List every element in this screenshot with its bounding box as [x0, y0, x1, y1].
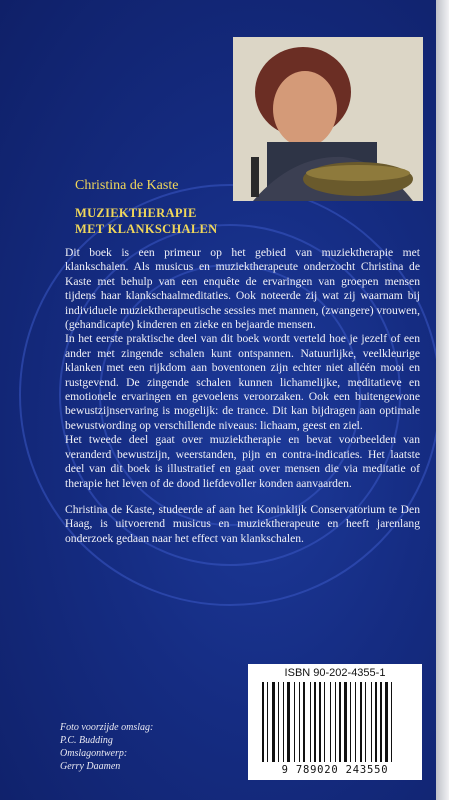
blurb-paragraph: In het eerste praktische deel van dit boek wordt verteld hoe je jezelf of een ander met zingende schalen kunt ontspannen. Natuurlijke, veelkleurige klanken met een rijkdom aan boventonen zijn echter niet alléén mooi en rustgevend. De zingende schalen kunnen lichamelijke, meditatieve en emotionele ervaringen en gevoelens veroorzaken. Ook een buitengewone bewustzijnservaring is mogelijk: de trance. Dit kan bijdragen aan optimale bewustwording op verschillende niveaus: lichaam, geest en ziel.	[65, 332, 420, 432]
blurb-paragraph: Het tweede deel gaat over muziektherapie en bevat voorbeelden van veranderd bewustzijn, weerstanden, pijn en contra-indicaties. Het laatste deel van dit boek is illustratief en gaat over mensen die via meditatie of therapie het leven of de dood liefdevoller konden aanvaarden.	[65, 433, 420, 490]
cover-credits	[60, 721, 153, 773]
credit-line: P.C. Budding	[60, 735, 113, 746]
title-line: MUZIEKTHERAPIE	[75, 206, 197, 220]
blurb-paragraph: Dit boek is een primeur op het gebied van muziektherapie met klankschalen. Als musicus en muziektherapeute onderzocht Christina de Kaste met behulp van een enquête de ervaringen van groepen mensen tijdens haar klankschaalmeditaties. Ook noteerde zij wat zij waarnam bij individuele muziektherapeutische sessies met mannen, (zwangere) vrouwen, (gehandicapte) kinderen en zieke en bejaarde mensen.	[65, 246, 420, 332]
barcode-bar	[385, 682, 388, 762]
page-edge	[436, 0, 449, 800]
credit-line: Omslagontwerp:	[60, 748, 128, 759]
barcode-bar	[355, 682, 356, 762]
author-bio: Christina de Kaste, studeerde af aan het Koninklijk Conservatorium te Den Haag, is uitvoerend musicus en muziektherapeute en heeft jarenlang onderzoek gedaan naar het effect van klankschalen.	[65, 502, 420, 545]
author-name: Christina de Kaste	[75, 178, 179, 193]
barcode-bar	[310, 682, 311, 762]
barcode-bar	[339, 682, 341, 762]
barcode-bar	[319, 682, 321, 762]
barcode-bars	[248, 664, 422, 780]
barcode-bar	[262, 682, 264, 762]
barcode-bar	[350, 682, 351, 762]
author-photo	[233, 37, 423, 201]
isbn-label: ISBN 90-202-4355-1	[284, 667, 386, 679]
credit-line: Gerry Daamen	[60, 761, 121, 772]
title-line: MET KLANKSCHALEN	[75, 222, 218, 236]
barcode-bar	[299, 682, 300, 762]
barcode-bar	[278, 682, 279, 762]
barcode-bar	[294, 682, 295, 762]
barcode-bar	[391, 682, 392, 762]
blurb	[65, 246, 420, 546]
barcode-bar	[303, 682, 305, 762]
barcode-bar	[287, 682, 290, 762]
barcode-bar	[344, 682, 347, 762]
barcode-bar	[267, 682, 268, 762]
barcode-bar	[283, 682, 284, 762]
barcode-bar	[324, 682, 325, 762]
barcode-bar	[360, 682, 362, 762]
credit-line: Foto voorzijde omslag:	[60, 722, 154, 733]
barcode-bar	[371, 682, 372, 762]
barcode-bar	[335, 682, 336, 762]
barcode-bar	[365, 682, 366, 762]
barcode-bar	[330, 682, 331, 762]
barcode-bar	[380, 682, 382, 762]
barcode-digits: 9 789020 243550	[281, 764, 389, 776]
barcode-bar	[314, 682, 316, 762]
barcode-bar	[272, 682, 275, 762]
isbn-barcode	[248, 664, 422, 780]
barcode-bar	[375, 682, 377, 762]
book-title	[75, 205, 217, 237]
